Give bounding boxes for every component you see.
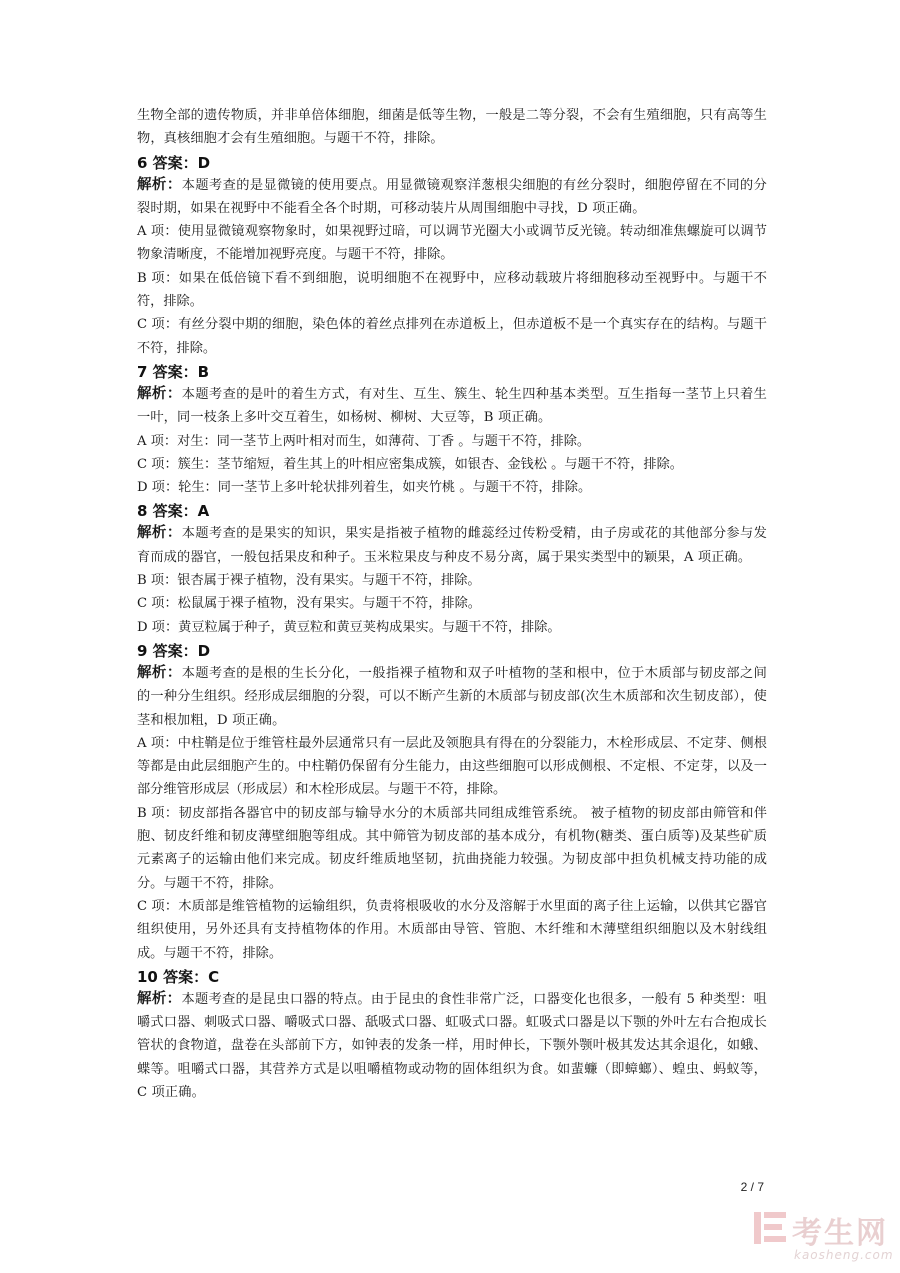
option-b: B 项：银杏属于裸子植物，没有果实。与题干不符，排除。 <box>137 573 481 589</box>
analysis-label: 解析： <box>137 525 182 542</box>
question-8 <box>137 500 767 638</box>
analysis-label: 解析： <box>137 385 182 402</box>
analysis-paragraph <box>137 522 767 569</box>
answer-heading: 10 答案：C <box>137 967 220 986</box>
question-7 <box>137 361 767 499</box>
document-body <box>137 104 767 1104</box>
page-number: 2 / 7 <box>740 1180 764 1194</box>
option-d: D 项：轮生：同一茎节上多叶轮状排列着生，如夹竹桃 。与题干不符，排除。 <box>137 480 592 496</box>
option-a: A 项：对生：同一茎节上两叶相对而生，如薄荷、丁香 。与题干不符，排除。 <box>137 433 591 449</box>
analysis-paragraph <box>137 174 767 221</box>
analysis-paragraph <box>137 988 767 1104</box>
answer-heading: 8 答案：A <box>137 502 210 521</box>
question-6 <box>137 152 767 360</box>
option-c: C 项：木质部是维管植物的运输组织，负责将根吸收的水分及溶解于水里面的离子往上运输，以供其它器官组织使用，另外还具有支持植物体的作用。木质部由导管、管胞、木纤维和木薄壁组织细胞以及木射线组成。与题干不符，排除。 <box>137 898 767 961</box>
option-b: B 项：如果在低倍镜下看不到细胞，说明细胞不在视野中，应移动载玻片将细胞移动至视野中。与题干不符，排除。 <box>137 270 767 310</box>
answer-heading: 7 答案：B <box>137 362 210 381</box>
kaosheng-logo-icon <box>752 1208 790 1248</box>
analysis-paragraph <box>137 662 767 732</box>
analysis-text: 本题考查的是果实的知识，果实是指被子植物的雌蕊经过传粉受精，由子房或花的其他部分参与发育而成的器官，一般包括果皮和种子。玉米粒果皮与种皮不易分离，属于果实类型中的颖果，A 项正确。 <box>137 526 768 565</box>
watermark-url: kaosheng.com <box>794 1248 894 1262</box>
analysis-label: 解析： <box>137 664 182 681</box>
option-d: D 项：黄豆粒属于种子，黄豆粒和黄豆荚构成果实。与题干不符，排除。 <box>137 619 561 635</box>
analysis-text: 本题考查的是根的生长分化，一般指裸子植物和双子叶植物的茎和根中，位于木质部与韧皮部之间的一种分生组织。经形成层细胞的分裂，可以不断产生新的木质部与韧皮部(次生木质部和次生韧皮部），使茎和根加粗，D 项正确。 <box>137 665 768 728</box>
answer-heading: 6 答案：D <box>137 153 211 172</box>
watermark-text: 考生网 <box>792 1216 888 1251</box>
analysis-paragraph <box>137 383 767 430</box>
analysis-text: 本题考查的是显微镜的使用要点。用显微镜观察洋葱根尖细胞的有丝分裂时，细胞停留在不同的分裂时期，如果在视野中不能看全各个时期，可移动装片从周围细胞中寻找，D 项正确。 <box>137 177 768 216</box>
option-a: A 项：中柱鞘是位于维管柱最外层通常只有一层此及领胞具有得在的分裂能力，木栓形成层、不定芽、侧根等都是由此层细胞产生的。中柱鞘仍保留有分生能力，由这些细胞可以形成侧根、不定根、不定芽，以及一部分维管形成层（形成层）和木栓形成层。与题干不符，排除。 <box>137 735 767 798</box>
answer-heading: 9 答案：D <box>137 641 211 660</box>
intro-paragraph: 生物全部的遗传物质，并非单倍体细胞，细菌是低等生物，一般是二等分裂，不会有生殖细胞，只有高等生物，真核细胞才会有生殖细胞。与题干不符，排除。 <box>137 108 767 147</box>
option-b: B 项：韧皮部指各器官中的韧皮部与输导水分的木质部共同组成维管系统。 被子植物的韧皮部由筛管和伴胞、韧皮纤维和韧皮薄壁细胞等组成。其中筛管为韧皮部的基本成分，有机物(糖类、蛋白质等)及某些矿质元素离子的运输由他们来完成。韧皮纤维质地坚韧，抗曲挠能力较强。为韧皮部中担负机械支持功能的成分。与题干不符，排除。 <box>137 805 767 891</box>
watermark <box>752 1208 900 1273</box>
option-a: A 项：使用显微镜观察物象时，如果视野过暗，可以调节光圈大小或调节反光镜。转动细准焦螺旋可以调节物象清晰度，不能增加视野亮度。与题干不符，排除。 <box>137 224 767 263</box>
analysis-text: 本题考查的是昆虫口器的特点。由于昆虫的食性非常广泛，口器变化也很多，一般有 5 种类型：咀嚼式口器、刺吸式口器、嚼吸式口器、舐吸式口器、虹吸式口器。虹吸式口器是以下颚的外叶左右合抱成长管状的食物道，盘卷在头部前下方，如钟表的发条一样，用时伸长，下颚外颚叶极其发达其余退化，如蛾、蝶等。咀嚼式口器，其营养方式是以咀嚼植物或动物的固体组织为食。如蜚蠊（即蟑螂）、蝗虫、蚂蚁等，C 项正确。 <box>137 991 767 1100</box>
analysis-label: 解析： <box>137 176 182 193</box>
analysis-text: 本题考查的是叶的着生方式，有对生、互生、簇生、轮生四种基本类型。互生指每一茎节上只着生一叶，同一枝条上多叶交互着生，如杨树、柳树、大豆等，B 项正确。 <box>137 386 768 426</box>
question-10 <box>137 966 767 1104</box>
option-c: C 项：松鼠属于裸子植物，没有果实。与题干不符，排除。 <box>137 596 481 612</box>
option-c: C 项：有丝分裂中期的细胞，染色体的着丝点排列在赤道板上，但赤道板不是一个真实存在的结构。与题干不符，排除。 <box>137 317 767 356</box>
analysis-label: 解析： <box>137 990 182 1007</box>
option-c: C 项：簇生：茎节缩短，着生其上的叶相应密集成簇，如银杏、金钱松 。与题干不符，排除。 <box>137 456 683 472</box>
question-9 <box>137 640 767 965</box>
